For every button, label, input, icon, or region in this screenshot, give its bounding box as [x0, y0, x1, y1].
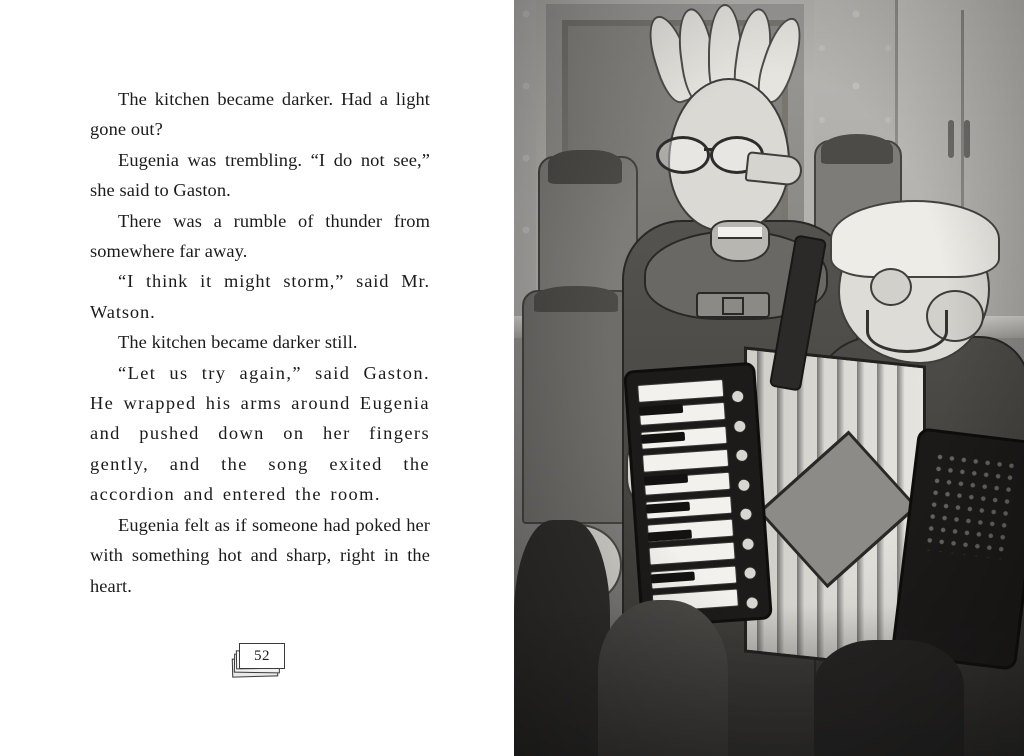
- lens-left: [656, 136, 710, 174]
- accordion-keyboard: [623, 362, 773, 629]
- register-button: [736, 478, 750, 492]
- illustration: [514, 0, 1024, 756]
- cabinet-handle: [964, 120, 970, 158]
- paragraph: Eugenia was trembling. “I do not see,” she said to Gaston.: [90, 149, 430, 201]
- eugenia-nose: [745, 151, 804, 187]
- black-key: [646, 502, 691, 514]
- paragraph: “Let us try again,” said Gaston. He wrapped his arms around Eugenia and pushed down on her fingers gently, and the song exited the accordion and entered the room.: [90, 362, 430, 505]
- black-key: [641, 432, 686, 444]
- register-button: [732, 419, 746, 433]
- paragraph: Eugenia felt as if someone had poked her with something hot and sharp, right in the heart.: [90, 514, 430, 596]
- figure-hair: [548, 150, 622, 184]
- black-key: [644, 474, 689, 486]
- register-button: [730, 390, 744, 404]
- cabinet-handle: [948, 120, 954, 158]
- gaston-hair: [830, 200, 1000, 278]
- page-number-ornament: [232, 640, 294, 688]
- eugenia-mouth: [710, 220, 770, 262]
- page-number: 52: [254, 647, 270, 664]
- gaston-smile: [866, 310, 948, 353]
- paragraph: There was a rumble of thunder from somewhere far away.: [90, 210, 430, 262]
- right-illustration-page: [514, 0, 1024, 756]
- black-key: [648, 530, 693, 542]
- belt-buckle: [696, 292, 770, 318]
- paragraph: “I think it might storm,” said Mr. Watson.: [90, 271, 430, 322]
- black-key: [639, 404, 684, 416]
- paragraph: The kitchen became darker still.: [118, 332, 358, 353]
- register-button: [739, 508, 753, 522]
- register-button: [743, 566, 757, 580]
- figure-hair: [534, 286, 618, 312]
- body-text: [90, 84, 430, 601]
- glasses-bridge: [704, 148, 714, 151]
- paragraph: The kitchen became darker. Had a light gone out?: [90, 89, 430, 140]
- register-button: [734, 449, 748, 463]
- gaston-nose: [870, 268, 912, 306]
- black-key: [650, 571, 695, 583]
- register-button: [741, 537, 755, 551]
- paper-stack-top-sheet: [239, 643, 285, 669]
- teeth: [718, 227, 762, 239]
- accordion-grille: [923, 450, 1019, 559]
- floor-shadow: [514, 606, 1024, 756]
